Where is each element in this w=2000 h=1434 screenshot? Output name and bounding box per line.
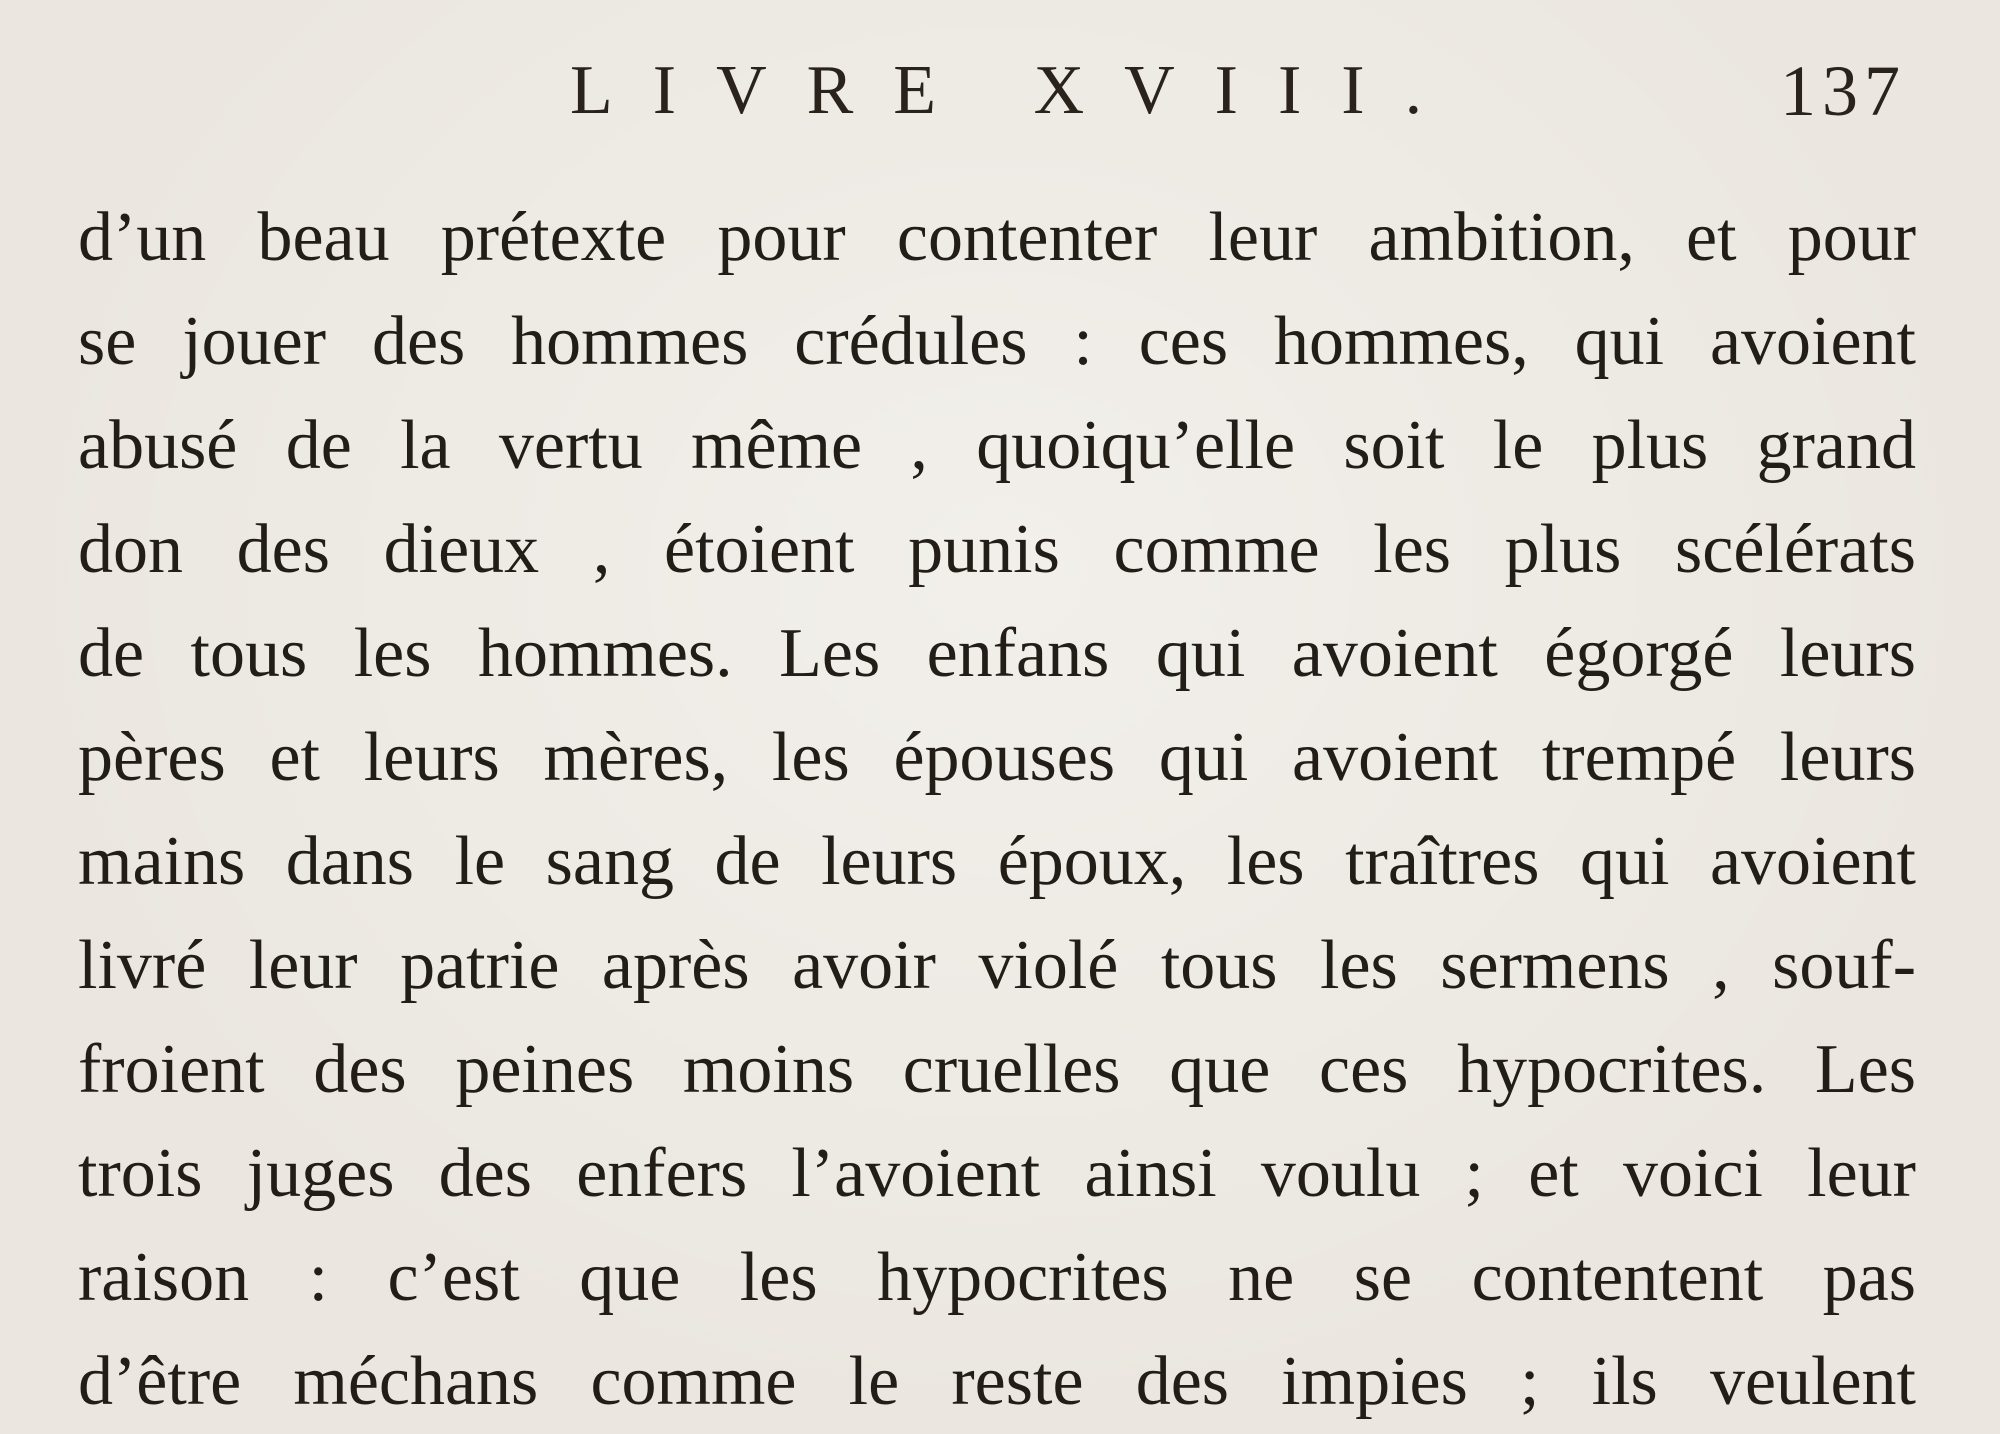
text-line: d’être méchans comme le reste des impies ; ils veulent	[78, 1343, 1916, 1420]
text-line: froient des peines moins cruelles que ces hypocrites. Les	[78, 1031, 1916, 1108]
text-line: mains dans le sang de leurs époux, les traîtres qui avoient	[78, 823, 1916, 900]
text-line: trois juges des enfers l’avoient ainsi voulu ; et voici leur	[78, 1135, 1916, 1212]
text-line: pères et leurs mères, les épouses qui avoient trempé leurs	[78, 719, 1916, 796]
page-number: 137	[1780, 51, 1906, 131]
text-line: d’un beau prétexte pour contenter leur ambition, et pour	[78, 199, 1916, 276]
running-title: LIVRE XVIII.	[570, 52, 1463, 129]
text-line: don des dieux , étoient punis comme les plus scélérats	[78, 511, 1916, 588]
body-text	[78, 186, 1916, 1434]
text-line: abusé de la vertu même , quoiqu’elle soit le plus grand	[78, 407, 1916, 484]
text-line: se jouer des hommes crédules : ces hommes, qui avoient	[78, 303, 1916, 380]
text-line: livré leur patrie après avoir violé tous les sermens , souf-	[78, 927, 1916, 1004]
text-line: raison : c’est que les hypocrites ne se contentent pas	[78, 1239, 1916, 1316]
page-header	[0, 38, 2000, 131]
text-line: de tous les hommes. Les enfans qui avoient égorgé leurs	[78, 615, 1916, 692]
